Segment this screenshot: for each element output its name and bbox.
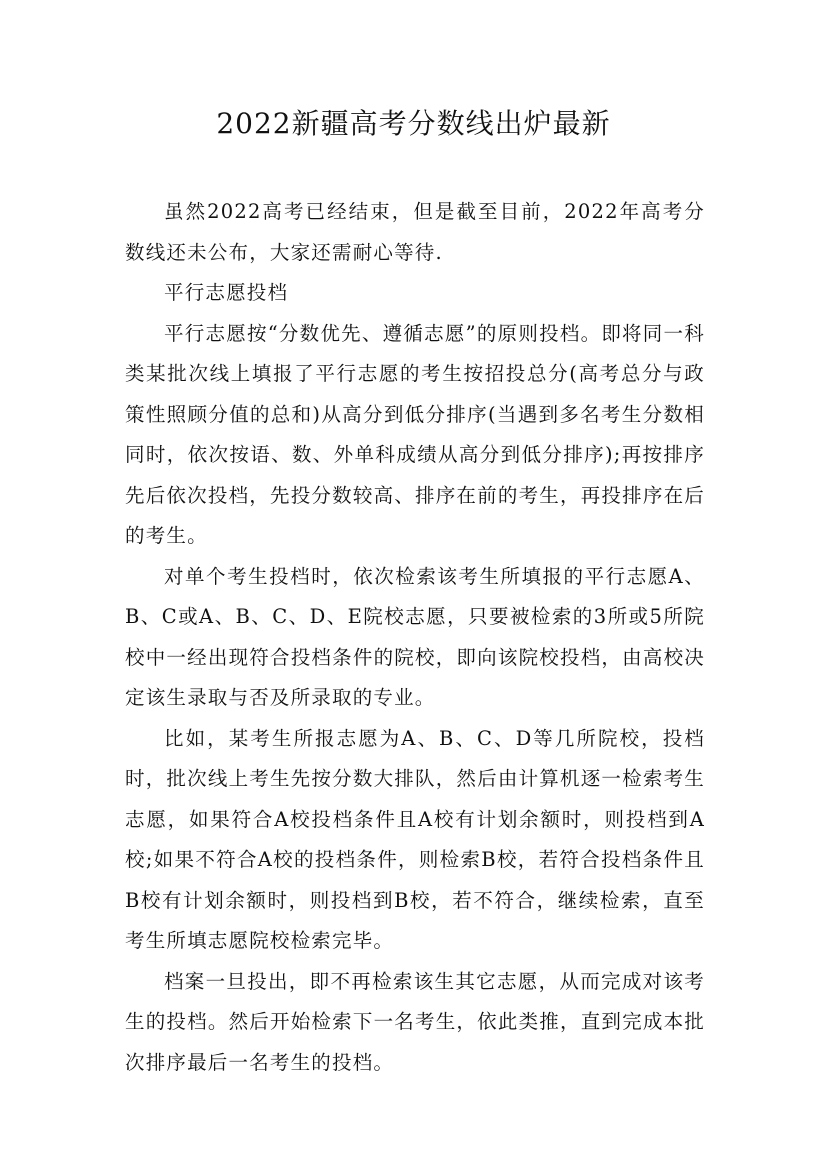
paragraph-principle: 平行志愿按“分数优先、遵循志愿”的原则投档。即将同一科类某批次线上填报了平行志愿的考生按招投总分(高考总分与政策性照顾分值的总和)从高分到低分排序(当遇到多名考生分数相同时，依次按语、数、外单科成绩从高分到低分排序);再按排序先后依次投档，先投分数较高、排序在前的考生，再投排序在后的考生。 [125,321,705,547]
document-title: 2022新疆高考分数线出炉最新 [216,107,611,140]
paragraph-single-candidate: 对单个考生投档时，依次检索该考生所填报的平行志愿A、B、C或A、B、C、D、E院校志愿，只要被检索的3所或5所院校中一经出现符合投档条件的院校，即向该院校投档，由高校决定该生录取与否及所录取的专业。 [125,564,705,709]
paragraph-intro: 虽然2022高考已经结束，但是截至目前，2022年高考分数线还未公布，大家还需耐心等待. [125,200,705,264]
section-heading: 平行志愿投档 [164,281,289,304]
document-body [125,192,705,1083]
paragraph-example: 比如，某考生所报志愿为A、B、C、D等几所院校，投档时，批次线上考生先按分数大排队，然后由计算机逐一检索考生志愿，如果符合A校投档条件且A校有计划余额时，则投档到A校;如果不符合A校的投档条件，则检索B校，若符合投档条件且B校有计划余额时，则投档到B校，若不符合，继续检索，直至考生所填志愿院校检索完毕。 [125,726,705,952]
paragraph-conclusion: 档案一旦投出，即不再检索该生其它志愿，从而完成对该考生的投档。然后开始检索下一名考生，依此类推，直到完成本批次排序最后一名考生的投档。 [125,969,705,1074]
